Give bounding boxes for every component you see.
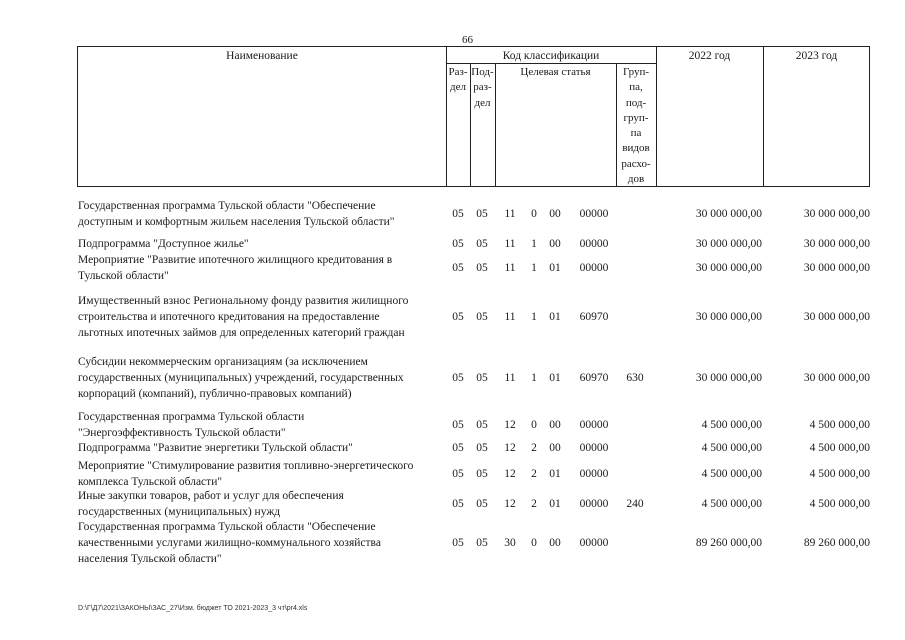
code-measure: 00 <box>549 208 561 220</box>
row-name-line: Субсидии некоммерческим организациям (за исключением <box>78 356 368 368</box>
code-expense-type: 630 <box>626 372 644 384</box>
code-section: 05 <box>452 262 464 274</box>
code-direction: 00000 <box>579 208 609 220</box>
code-direction: 00000 <box>579 262 609 274</box>
header-line: видов <box>622 142 650 155</box>
code-subsection: 05 <box>476 208 488 220</box>
code-subsection: 05 <box>476 311 488 323</box>
table-row <box>78 458 870 490</box>
header-line: расхо- <box>621 157 651 170</box>
row-name-line: комплекса Тульской области" <box>78 476 223 488</box>
code-section: 05 <box>452 468 464 480</box>
code-measure: 00 <box>549 442 561 454</box>
code-expense-type: 240 <box>626 498 644 510</box>
code-program: 11 <box>504 262 516 274</box>
code-direction: 00000 <box>579 468 609 480</box>
code-subprogram: 2 <box>531 498 537 510</box>
code-section: 05 <box>452 311 464 323</box>
table-row <box>78 488 870 520</box>
amount-2022: 89 260 000,00 <box>695 537 762 549</box>
row-name <box>78 198 446 230</box>
header-name: Наименование <box>226 50 298 62</box>
code-subsection: 05 <box>476 468 488 480</box>
code-subprogram: 2 <box>531 468 537 480</box>
header-line: груп- <box>623 111 649 124</box>
code-subprogram: 1 <box>531 372 537 384</box>
header-year-2022: 2022 год <box>688 50 731 62</box>
row-name-line: Мероприятие "Развитие ипотечного жилищного кредитования в <box>78 254 393 266</box>
table-header <box>77 46 870 187</box>
amount-2023: 30 000 000,00 <box>803 372 870 384</box>
row-name-line: Имущественный взнос Региональному фонду развития жилищного <box>78 295 409 307</box>
row-name-line: строительства и ипотечного кредитования на предоставление <box>78 311 380 323</box>
header-expense-group <box>616 65 656 187</box>
code-direction: 00000 <box>579 537 609 549</box>
code-subprogram: 2 <box>531 442 537 454</box>
code-measure: 01 <box>549 498 561 510</box>
code-subprogram: 1 <box>531 311 537 323</box>
header-subsection <box>470 65 495 111</box>
file-path-footer: D:\Г\Д7\2021\ЗАКОНЫ\ЗАС_27\Изм. бюджет ТО 2021-2023_3 чт\pr4.xls <box>78 605 308 612</box>
code-program: 30 <box>504 537 516 549</box>
row-name <box>78 488 446 520</box>
code-direction: 00000 <box>579 419 609 431</box>
header-line: под- <box>625 96 647 109</box>
row-name-line: Государственная программа Тульской области "Обеспечение <box>78 200 376 212</box>
row-name <box>78 440 446 456</box>
code-section: 05 <box>452 238 464 250</box>
code-measure: 01 <box>549 372 561 384</box>
code-direction: 60970 <box>579 372 609 384</box>
header-classification: Код классификации <box>502 50 600 62</box>
code-measure: 01 <box>549 311 561 323</box>
amount-2022: 30 000 000,00 <box>695 372 762 384</box>
amount-2022: 30 000 000,00 <box>695 208 762 220</box>
code-program: 11 <box>504 208 516 220</box>
code-subsection: 05 <box>476 442 488 454</box>
divider <box>495 63 496 186</box>
code-direction: 60970 <box>579 311 609 323</box>
table-row <box>78 252 870 284</box>
table-row <box>78 293 870 341</box>
code-subsection: 05 <box>476 262 488 274</box>
header-line: па <box>630 127 642 140</box>
code-subprogram: 0 <box>531 208 537 220</box>
row-name <box>78 252 446 284</box>
divider <box>656 47 657 186</box>
row-name-line: доступным и комфортным жильем населения Тульской области" <box>78 216 395 228</box>
row-name <box>78 293 446 341</box>
code-subsection: 05 <box>476 419 488 431</box>
header-line: дов <box>627 173 645 186</box>
amount-2022: 4 500 000,00 <box>701 468 762 480</box>
amount-2023: 89 260 000,00 <box>803 537 870 549</box>
table-row <box>78 519 870 567</box>
amount-2022: 4 500 000,00 <box>701 419 762 431</box>
row-name <box>78 409 446 441</box>
header-section <box>446 65 470 96</box>
table-row <box>78 198 870 230</box>
code-section: 05 <box>452 537 464 549</box>
row-name-line: "Энергоэффективность Тульской области" <box>78 427 286 439</box>
header-line: дел <box>474 96 491 109</box>
code-program: 12 <box>504 468 516 480</box>
amount-2023: 30 000 000,00 <box>803 208 870 220</box>
header-line: дел <box>450 81 466 94</box>
code-subprogram: 0 <box>531 419 537 431</box>
code-program: 11 <box>504 372 516 384</box>
code-section: 05 <box>452 419 464 431</box>
amount-2023: 30 000 000,00 <box>803 311 870 323</box>
header-line: Груп- <box>622 66 650 78</box>
row-name-line: корпораций (компаний), публично-правовых компаний) <box>78 388 352 400</box>
header-target-article: Целевая статья <box>520 66 591 78</box>
code-section: 05 <box>452 208 464 220</box>
code-measure: 01 <box>549 262 561 274</box>
code-direction: 00000 <box>579 442 609 454</box>
row-name-line: льготных ипотечных займов для определенных категорий граждан <box>78 327 405 339</box>
code-direction: 00000 <box>579 498 609 510</box>
code-program: 12 <box>504 419 516 431</box>
amount-2023: 30 000 000,00 <box>803 262 870 274</box>
code-program: 11 <box>504 311 516 323</box>
code-measure: 00 <box>549 419 561 431</box>
header-line: Раз- <box>448 66 468 78</box>
code-subsection: 05 <box>476 238 488 250</box>
code-measure: 00 <box>549 537 561 549</box>
amount-2023: 4 500 000,00 <box>809 498 870 510</box>
header-line: раз- <box>473 81 492 94</box>
code-subprogram: 1 <box>531 238 537 250</box>
code-program: 12 <box>504 498 516 510</box>
code-section: 05 <box>452 442 464 454</box>
amount-2022: 30 000 000,00 <box>695 238 762 250</box>
row-name <box>78 519 446 567</box>
header-year-2023: 2023 год <box>795 50 838 62</box>
code-measure: 00 <box>549 238 561 250</box>
row-name-line: государственных (муниципальных) учреждений, государственных <box>78 372 404 384</box>
amount-2022: 30 000 000,00 <box>695 311 762 323</box>
page-number: 66 <box>462 34 473 46</box>
row-name <box>78 458 446 490</box>
code-direction: 00000 <box>579 238 609 250</box>
row-name-line: качественными услугами жилищно-коммунального хозяйства <box>78 537 381 549</box>
code-subprogram: 0 <box>531 537 537 549</box>
code-subsection: 05 <box>476 537 488 549</box>
code-measure: 01 <box>549 468 561 480</box>
row-name-line: Государственная программа Тульской области <box>78 411 305 423</box>
row-name-line: Мероприятие "Стимулирование развития топливно-энергетического <box>78 460 414 472</box>
table-row <box>78 409 870 441</box>
row-name-line: государственных (муниципальных) нужд <box>78 506 281 518</box>
code-program: 12 <box>504 442 516 454</box>
amount-2023: 30 000 000,00 <box>803 238 870 250</box>
amount-2023: 4 500 000,00 <box>809 419 870 431</box>
row-name <box>78 354 446 402</box>
row-name-line: Подпрограмма "Развитие энергетики Тульской области" <box>78 442 353 454</box>
table-row <box>78 440 870 456</box>
code-section: 05 <box>452 372 464 384</box>
row-name-line: населения Тульской области" <box>78 553 222 565</box>
code-section: 05 <box>452 498 464 510</box>
row-name-line: Государственная программа Тульской области "Обеспечение <box>78 521 376 533</box>
amount-2022: 4 500 000,00 <box>701 498 762 510</box>
code-subsection: 05 <box>476 372 488 384</box>
row-name-line: Тульской области" <box>78 270 169 282</box>
code-program: 11 <box>504 238 516 250</box>
row-name-line: Иные закупки товаров, работ и услуг для обеспечения <box>78 490 344 502</box>
header-line: Под- <box>471 66 494 78</box>
row-name <box>78 236 446 252</box>
header-line: па, <box>629 81 643 94</box>
table-row <box>78 236 870 252</box>
divider <box>763 47 764 186</box>
table-row <box>78 354 870 402</box>
code-subprogram: 1 <box>531 262 537 274</box>
code-subsection: 05 <box>476 498 488 510</box>
amount-2022: 4 500 000,00 <box>701 442 762 454</box>
amount-2022: 30 000 000,00 <box>695 262 762 274</box>
amount-2023: 4 500 000,00 <box>809 468 870 480</box>
amount-2023: 4 500 000,00 <box>809 442 870 454</box>
row-name-line: Подпрограмма "Доступное жилье" <box>78 238 249 250</box>
